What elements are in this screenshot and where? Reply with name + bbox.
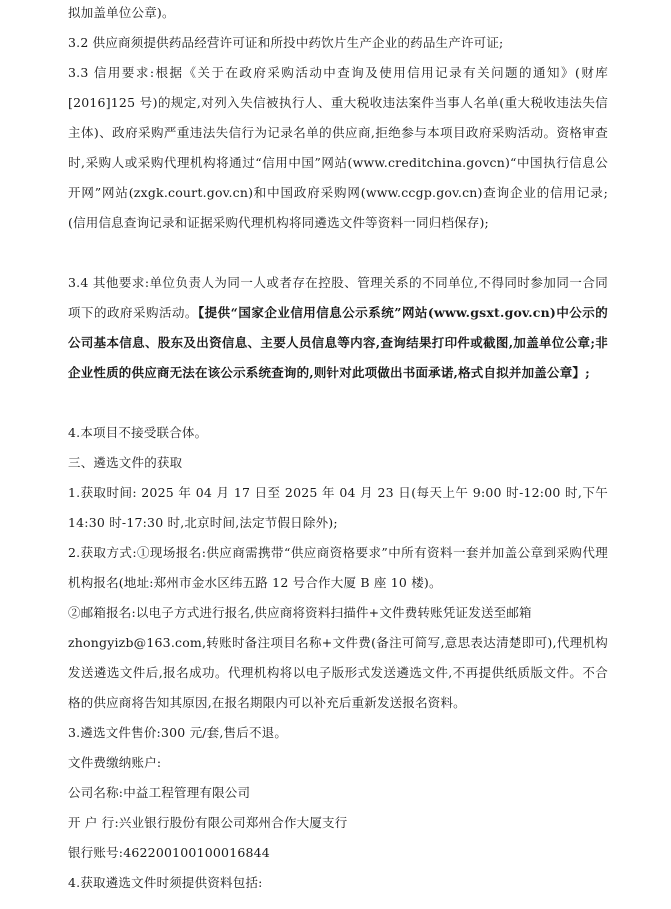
paragraph-get-4: 4.获取遴选文件时须提供资料包括: <box>68 875 263 890</box>
paragraph-get-2c: zhongyizb@163.com,转账时备注项目名称+文件费(备注可简写,意思表达清楚即可),代理机构发送遴选文件后,报名成功。代理机构将以电子版形式发送遴选文件,不再提供纸质版文件。不合格的供应商将告知其原因,在报名期限内可以补充后重新发送报名资料。 <box>68 635 608 710</box>
section-heading-3: 三、遴选文件的获取 <box>68 455 183 470</box>
account-number: 银行账号:462200100100016844 <box>68 845 270 860</box>
account-bank: 开 户 行:兴业银行股份有限公司郑州合作大厦支行 <box>68 815 348 830</box>
paragraph-get-2a: 2.获取方式:①现场报名:供应商需携带“供应商资格要求”中所有资料一套并加盖公章到采购代理机构报名(地址:郑州市金水区纬五路 12 号合作大厦 B 座 10 楼)。 <box>68 545 608 590</box>
paragraph-get-1: 1.获取时间: 2025 年 04 月 17 日至 2025 年 04 月 23 日(每天上午 9:00 时-12:00 时,下午 14:30 时-17:30 时,北京时间,法定节假日除外); <box>68 485 608 530</box>
paragraph-3-3: 3.3 信用要求:根据《关于在政府采购活动中查询及使用信用记录有关问题的通知》(财库[2016]125 号)的规定,对列入失信被执行人、重大税收违法案件当事人名单(重大税收违法失信主体)、政府采购严重违法失信行为记录名单的供应商,拒绝参与本项目政府采购活动。资格审查时,采购人或采购代理机构将通过“信用中国”网站(www.creditchina.govcn)“中国执行信息公开网”网站(zxgk.court.gov.cn)和中国政府采购网(www.ccgp.gov.cn)查询企业的信用记录;(信用信息查询记录和证据采购代理机构将同遴选文件等资料一同归档保存); <box>68 65 608 230</box>
account-company-name: 公司名称:中益工程管理有限公司 <box>68 785 251 800</box>
paragraph-3-4-text: 3.4 其他要求:单位负责人为同一人或者存在控股、管理关系的不同单位,不得同时参加同一合同项下的政府采购活动。 <box>68 275 608 320</box>
paragraph-line-top: 拟加盖单位公章)。 <box>68 5 175 20</box>
paragraph-3-4-note: 【提供“国家企业信用信息公示系统”网站(www.gsxt.gov.cn)中公示的公司基本信息、股东及出资信息、主要人员信息等内容,查询结果打印件或截图,加盖单位公章;非企业性质的供应商无法在该公示系统查询的,则针对此项做出书面承诺,格式自拟并加盖公章】; <box>68 305 608 380</box>
paragraph-3-4 <box>68 268 608 388</box>
paragraph-4: 4.本项目不接受联合体。 <box>68 425 208 440</box>
paragraph-get-2b: ②邮箱报名:以电子方式进行报名,供应商将资料扫描件+文件费转账凭证发送至邮箱 <box>68 605 532 620</box>
paragraph-3-2: 3.2 供应商须提供药品经营许可证和所投中药饮片生产企业的药品生产许可证; <box>68 35 504 50</box>
paragraph-get-3: 3.遴选文件售价:300 元/套,售后不退。 <box>68 725 288 740</box>
account-title: 文件费缴纳账户: <box>68 755 162 770</box>
